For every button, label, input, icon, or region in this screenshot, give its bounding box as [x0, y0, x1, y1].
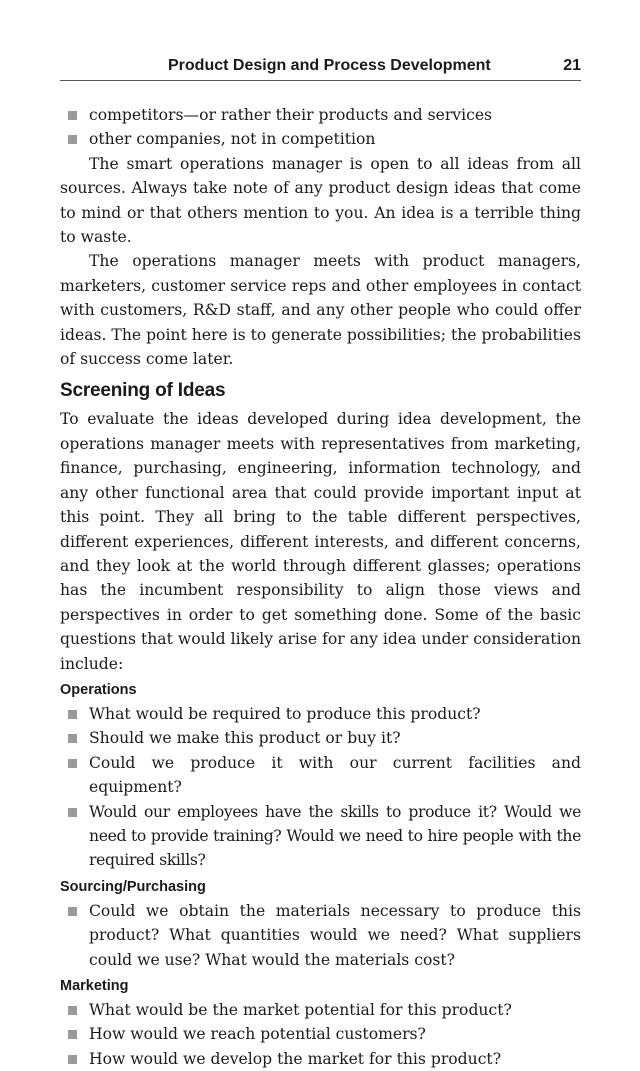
list-item-text: Should we make this product or buy it? — [89, 729, 401, 748]
list-item-text: Would our employees have the skills to produce it? Would we need to provide training? Would we need to hire people with the required skills? — [89, 802, 581, 870]
list-item — [60, 800, 581, 873]
list-item-text: What would be required to produce this product? — [89, 704, 481, 723]
square-bullet-icon — [68, 808, 77, 817]
body-paragraph: The operations manager meets with product managers, marketers, customer service reps and other employees in contact with customers, R&D staff, and any other people who could offer ideas. The point here is to generate possibilities; the probabilities of success come later. — [60, 252, 581, 369]
list-item-text: Could we obtain the materials necessary to produce this product? What quantities would we need? What suppliers could we use? What would the materials cost? — [89, 901, 581, 969]
square-bullet-icon — [68, 907, 77, 916]
square-bullet-icon — [68, 759, 77, 768]
list-item — [60, 899, 581, 972]
list-item-text: Could we produce it with our current facilities and equipment? — [89, 753, 581, 797]
list-item-text: other companies, not in competition — [89, 130, 376, 149]
square-bullet-icon — [68, 1030, 77, 1039]
list-item-text: How would we develop the market for this product? — [89, 1049, 502, 1068]
group-heading-sourcing: Sourcing/Purchasing — [60, 878, 206, 895]
list-item — [60, 1047, 581, 1071]
group-heading-marketing: Marketing — [60, 978, 129, 994]
body-paragraph: The smart operations manager is open to all ideas from all sources. Always take note of any product design ideas that come to mind or that others mention to you. An idea is a terrible thing to waste. — [60, 154, 581, 247]
square-bullet-icon — [68, 111, 77, 120]
list-item-text: What would be the market potential for this product? — [89, 1001, 512, 1019]
page-number: 21 — [563, 57, 581, 74]
section-heading: Screening of Ideas — [60, 380, 226, 402]
page-body — [60, 103, 581, 1071]
running-header — [60, 56, 581, 81]
square-bullet-icon — [68, 135, 77, 144]
list-item — [60, 998, 581, 1022]
list-item — [60, 751, 581, 800]
group-heading-operations: Operations — [60, 681, 137, 698]
list-item — [60, 726, 581, 750]
square-bullet-icon — [68, 1006, 77, 1015]
list-item-text: How would we reach potential customers? — [89, 1025, 426, 1044]
list-item — [60, 103, 581, 127]
square-bullet-icon — [68, 1055, 77, 1064]
running-title: Product Design and Process Development — [168, 57, 491, 74]
list-item — [60, 1022, 581, 1046]
square-bullet-icon — [68, 710, 77, 719]
list-item-text: competitors—or rather their products and services — [89, 106, 493, 124]
section-paragraph: To evaluate the ideas developed during idea development, the operations manager meets with representatives from marketing, finance, purchasing, engineering, information technology, and any other functional area that could provide important input at this point. They all bring to the table different perspectives, different experiences, different interests, and different concerns, and they look at the world through different glasses; operations has the incumbent responsibility to align those views and perspectives in order to get something done. Some of the basic questions that would likely arise for any idea under consideration include: — [60, 410, 581, 673]
list-item — [60, 127, 581, 151]
square-bullet-icon — [68, 734, 77, 743]
list-item — [60, 702, 581, 726]
